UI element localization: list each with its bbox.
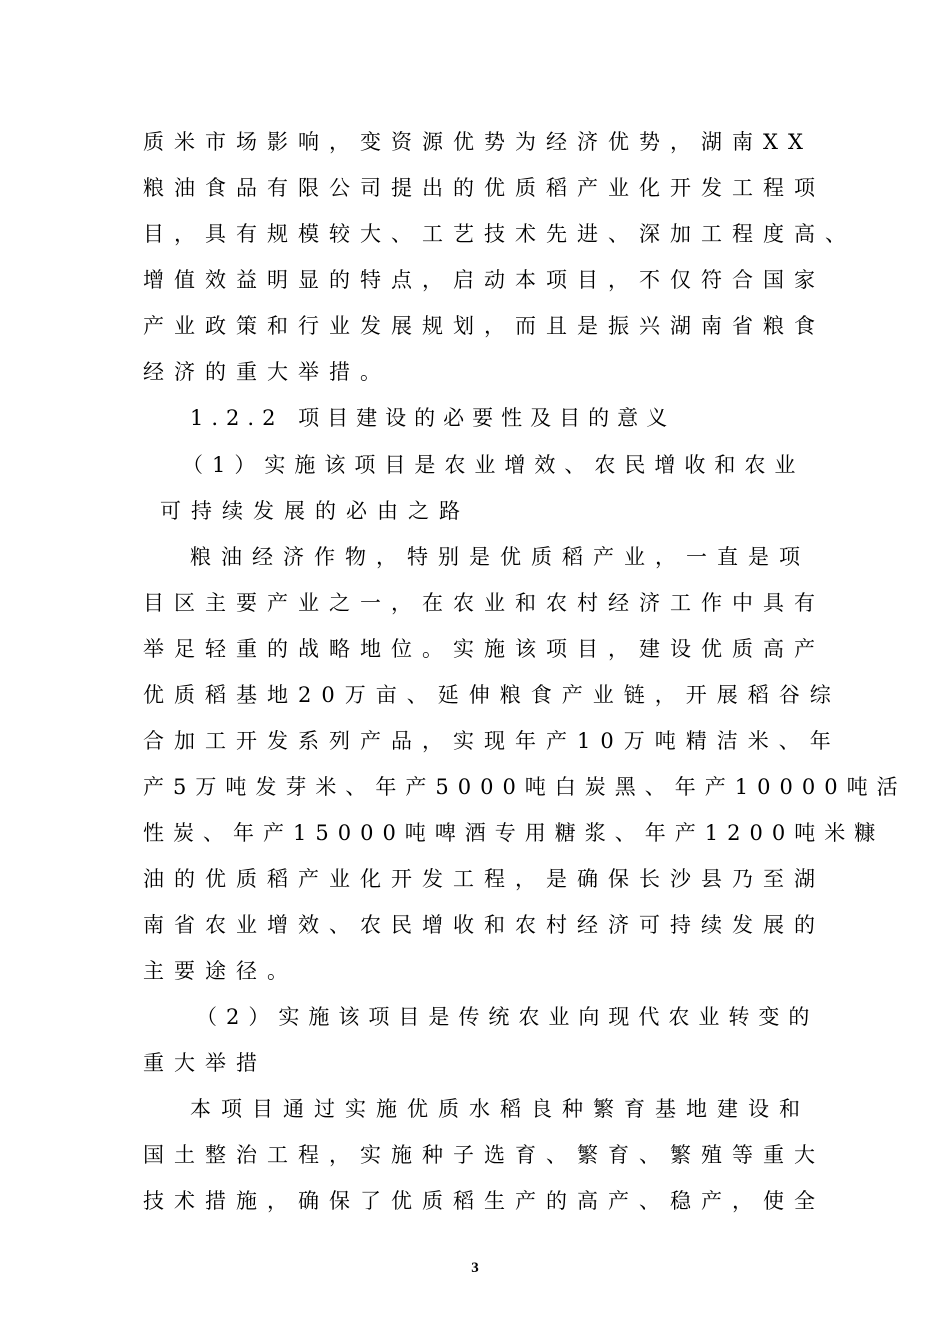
text-line: 技术措施，确保了优质稻生产的高产、稳产，使全 — [143, 1189, 825, 1213]
text-line: 南省农业增效、农民增收和农村经济可持续发展的 — [143, 913, 825, 937]
text-line: 目区主要产业之一，在农业和农村经济工作中具有 — [143, 591, 825, 615]
text-line: 本项目通过实施优质水稻良种繁育基地建设和 — [190, 1097, 810, 1121]
text-line: 主要途径。 — [143, 959, 298, 983]
subsection-heading-continued: 重大举措 — [143, 1051, 267, 1075]
text-line: 油的优质稻产业化开发工程，是确保长沙县乃至湖 — [143, 867, 825, 891]
text-line: 粮油经济作物，特别是优质稻产业，一直是项 — [190, 545, 810, 569]
text-line: 质米市场影响，变资源优势为经济优势，湖南XX — [143, 130, 813, 154]
text-line: 合加工开发系列产品，实现年产10万吨精洁米、年 — [143, 729, 841, 753]
text-line: 产5万吨发芽米、年产5000吨白炭黑、年产10000吨活 — [143, 775, 907, 799]
subsection-heading: （1）实施该项目是农业增效、农民增收和农业 — [182, 453, 805, 477]
text-line: 优质稻基地20万亩、延伸粮食产业链，开展稻谷综 — [143, 683, 841, 707]
subsection-heading: （2）实施该项目是传统农业向现代农业转变的 — [196, 1005, 819, 1029]
text-line: 产业政策和行业发展规划，而且是振兴湖南省粮食 — [143, 314, 825, 338]
subsection-heading-continued: 可持续发展的必由之路 — [160, 499, 470, 523]
text-line: 国土整治工程，实施种子选育、繁育、繁殖等重大 — [143, 1143, 825, 1167]
text-line: 经济的重大举措。 — [143, 360, 391, 384]
text-line: 增值效益明显的特点，启动本项目，不仅符合国家 — [143, 268, 825, 292]
text-line: 性炭、年产15000吨啤酒专用糖浆、年产1200吨米糠 — [143, 821, 885, 845]
text-line: 目，具有规模较大、工艺技术先进、深加工程度高、 — [143, 222, 856, 246]
text-line: 粮油食品有限公司提出的优质稻产业化开发工程项 — [143, 176, 825, 200]
section-heading: 1.2.2 项目建设的必要性及目的意义 — [190, 406, 676, 430]
text-line: 举足轻重的战略地位。实施该项目，建设优质高产 — [143, 637, 825, 661]
page-number: 3 — [471, 1260, 479, 1276]
